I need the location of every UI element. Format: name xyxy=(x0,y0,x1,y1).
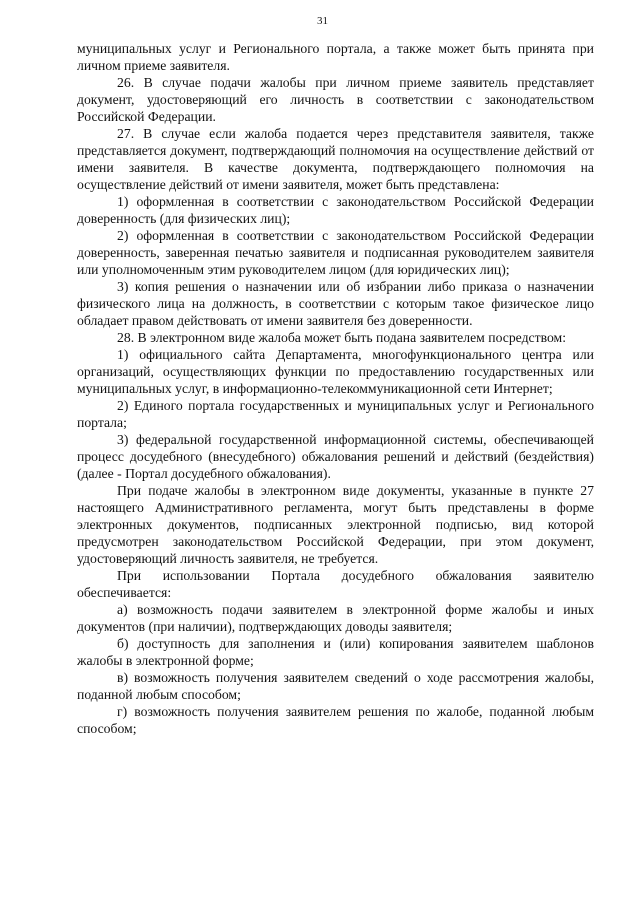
paragraph: 3) федеральной государственной информационной системы, обеспечивающей процесс досудебного (внесудебного) обжалования решений и действий (бездействия) (далее - Портал досудебного обжалования). xyxy=(77,432,594,481)
page-number: 31 xyxy=(317,15,328,27)
paragraph: г) возможность получения заявителем решения по жалобе, поданной любым способом; xyxy=(77,704,594,736)
paragraph: 3) копия решения о назначении или об избрании либо приказа о назначении физического лица на должность, в соответствии с которым такое физическое лицо обладает правом действовать от имени заявителя без доверенности. xyxy=(77,279,594,328)
paragraph: 28. В электронном виде жалоба может быть подана заявителем посредством: xyxy=(117,330,567,345)
document-body xyxy=(77,40,594,737)
paragraph: б) доступность для заполнения и (или) копирования заявителем шаблонов жалобы в электронной форме; xyxy=(77,636,594,668)
paragraph: 1) оформленная в соответствии с законодательством Российской Федерации доверенность (для физических лиц); xyxy=(77,194,594,226)
paragraph: При использовании Портала досудебного обжалования заявителю обеспечивается: xyxy=(77,568,594,600)
paragraph: 1) официального сайта Департамента, многофункционального центра или организаций, осуществляющих функции по предоставлению государственных или муниципальных услуг, в информационно-телекоммуникационной сети Интернет; xyxy=(77,347,594,396)
paragraph: 27. В случае если жалоба подается через представителя заявителя, также представляется документ, подтверждающий полномочия на осуществление действий от имени заявителя. В качестве документа, подтверждающего полномочия на осуществление действий от имени заявителя, может быть представлена: xyxy=(77,126,594,192)
paragraph: муниципальных услуг и Регионального портала, а также может быть принята при личном приеме заявителя. xyxy=(77,41,594,73)
paragraph: 26. В случае подачи жалобы при личном приеме заявитель представляет документ, удостоверяющий его личность в соответствии с законодательством Российской Федерации. xyxy=(77,75,594,124)
paragraph: 2) оформленная в соответствии с законодательством Российской Федерации доверенность, заверенная печатью заявителя и подписанная руководителем заявителя или уполномоченным этим руководителем лицом (для юридических лиц); xyxy=(77,228,594,277)
paragraph: в) возможность получения заявителем сведений о ходе рассмотрения жалобы, поданной любым способом; xyxy=(77,670,594,702)
paragraph: а) возможность подачи заявителем в электронной форме жалобы и иных документов (при наличии), подтверждающих доводы заявителя; xyxy=(77,602,594,634)
paragraph: При подаче жалобы в электронном виде документы, указанные в пункте 27 настоящего Административного регламента, могут быть представлены в форме электронных документов, подписанных электронной подписью, вид которой предусмотрен законодательством Российской Федерации, при этом документ, удостоверяющий личность заявителя, не требуется. xyxy=(77,483,594,566)
paragraph: 2) Единого портала государственных и муниципальных услуг и Регионального портала; xyxy=(77,398,594,430)
